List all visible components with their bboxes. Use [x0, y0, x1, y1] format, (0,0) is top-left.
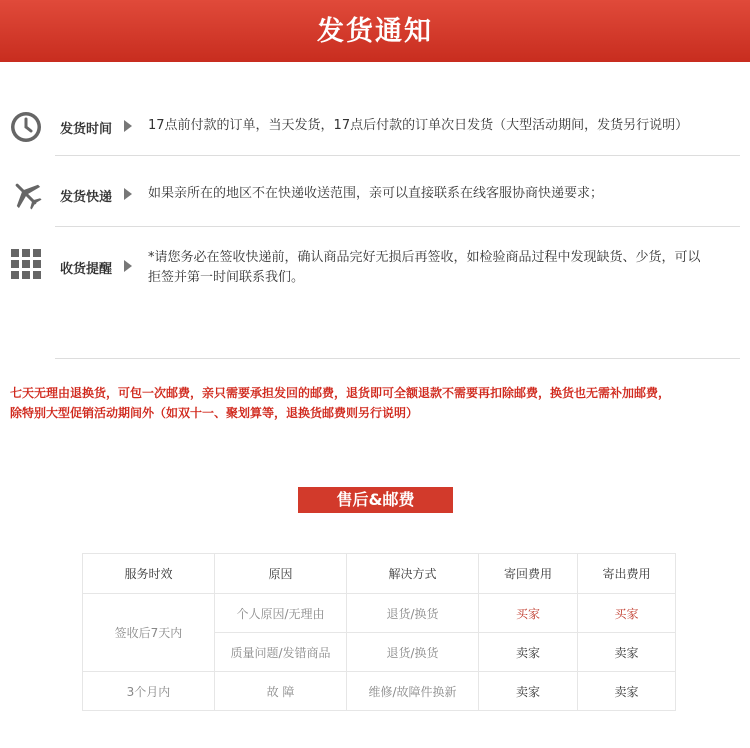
cell-reason: 故 障 [215, 672, 347, 711]
header-send-fee: 寄出费用 [578, 554, 676, 594]
cell-period: 3个月内 [83, 672, 215, 711]
header-reason: 原因 [215, 554, 347, 594]
info-row-shipping-time [0, 108, 750, 144]
return-policy-notice [10, 383, 740, 423]
cell-reason: 质量问题/发错商品 [215, 633, 347, 672]
arrow-right-icon [124, 260, 132, 272]
row-label: 发货快递 [60, 190, 113, 205]
info-row-receipt-reminder [0, 246, 750, 296]
row-label: 发货时间 [60, 122, 113, 137]
cell-send-fee: 卖家 [578, 672, 676, 711]
table-row [83, 594, 676, 633]
arrow-right-icon [124, 188, 132, 200]
cell-return-fee: 卖家 [479, 672, 578, 711]
row-text-line: 拒签并第一时间联系我们。 [148, 270, 305, 285]
info-row-courier [0, 176, 750, 212]
row-text: 17点前付款的订单，当天发货，17点后付款的订单次日发货（大型活动期间，发货另行说明） [148, 118, 689, 133]
cell-period: 签收后7天内 [83, 594, 215, 672]
divider [55, 155, 740, 156]
header-solution: 解决方式 [347, 554, 479, 594]
divider [55, 358, 740, 359]
table-row [83, 672, 676, 711]
row-text-line: *请您务必在签收快递前，确认商品完好无损后再签收，如检验商品过程中发现缺货、少货，可以 [148, 250, 701, 265]
after-sales-table [82, 553, 676, 711]
cell-solution: 退货/换货 [347, 633, 479, 672]
clock-icon [10, 111, 42, 143]
airplane-icon [10, 178, 42, 210]
header-return-fee: 寄回费用 [479, 554, 578, 594]
cell-reason: 个人原因/无理由 [215, 594, 347, 633]
table-header-row [83, 554, 676, 594]
cell-send-fee: 卖家 [578, 633, 676, 672]
notice-line: 七天无理由退换货，可包一次邮费，亲只需要承担发回的邮费，退货即可全额退款不需要再扣除邮费，换货也无需补加邮费， [10, 386, 671, 400]
grid-icon [10, 248, 42, 280]
arrow-right-icon [124, 120, 132, 132]
section-title-after-sales: 售后&邮费 [298, 487, 453, 513]
header-service-period: 服务时效 [83, 554, 215, 594]
cell-return-fee: 卖家 [479, 633, 578, 672]
divider [55, 226, 740, 227]
cell-send-fee: 买家 [578, 594, 676, 633]
row-text [148, 248, 701, 288]
banner-title: 发货通知 [317, 16, 433, 47]
row-text: 如果亲所在的地区不在快递收送范围，亲可以直接联系在线客服协商快递要求； [148, 186, 604, 201]
cell-solution: 退货/换货 [347, 594, 479, 633]
row-label: 收货提醒 [60, 262, 113, 277]
banner [0, 0, 750, 62]
cell-solution: 维修/故障件换新 [347, 672, 479, 711]
cell-return-fee: 买家 [479, 594, 578, 633]
notice-line: 除特别大型促销活动期间外（如双十一、聚划算等，退换货邮费则另行说明） [10, 406, 419, 420]
